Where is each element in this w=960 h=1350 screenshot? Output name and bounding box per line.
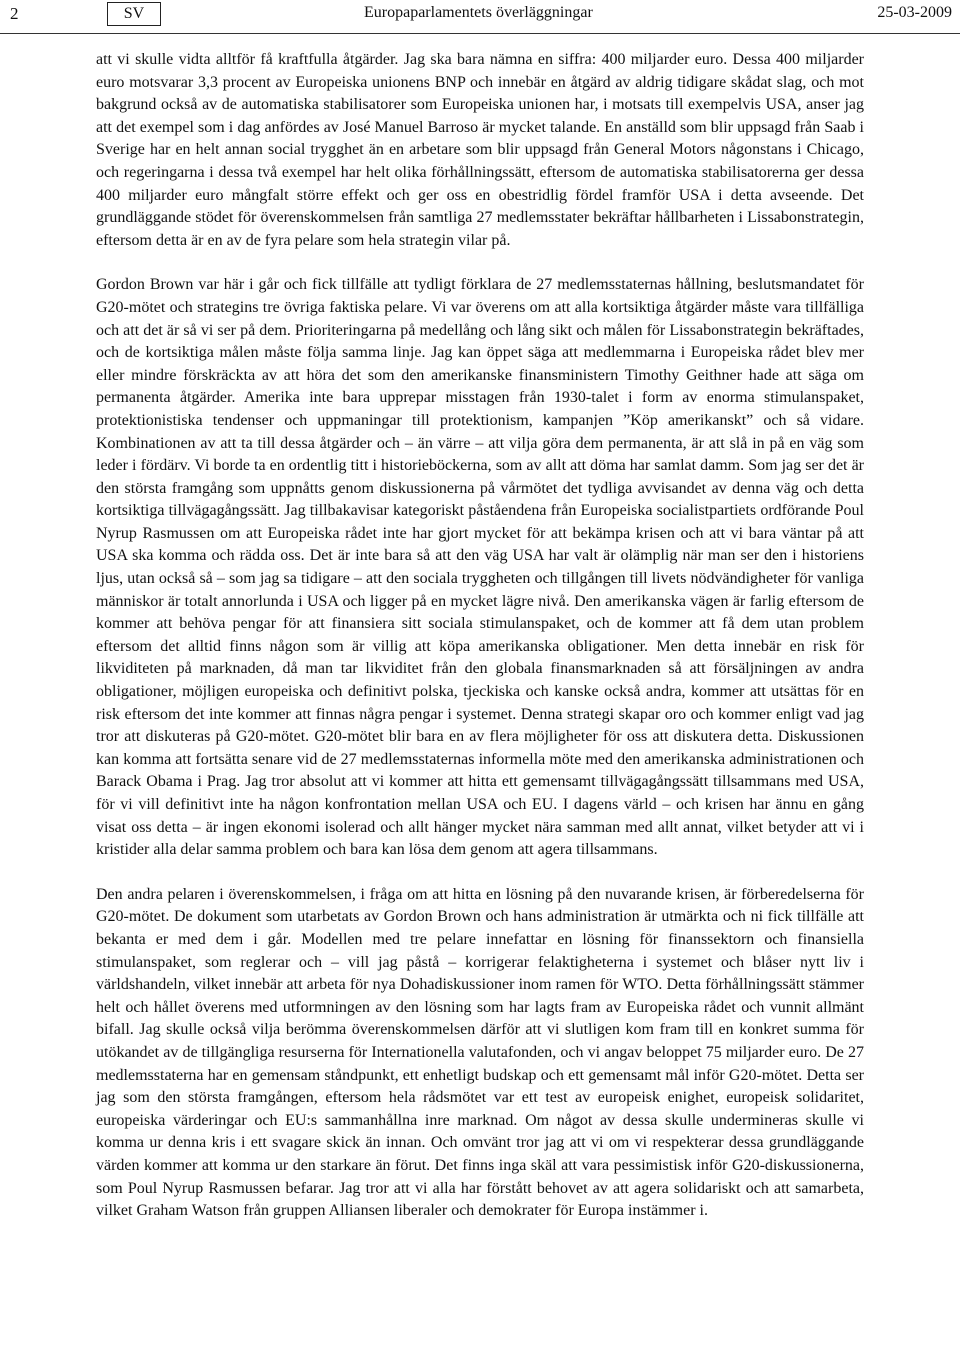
paragraph: Den andra pelaren i överenskommelsen, i fråga om att hitta en lösning på den nuvarande krisen, är förberedelserna för G20-mötet. De dokument som utarbetats av Gordon Brown och hans administration är utmärkta och ni fick tillfälle att bekanta er med dem i går. Modellen med tre pelare innefattar en lösning för finanssektorn och finansiella stimulanspaket, som reglerar och – vill jag påstå – korrigerar felaktigheterna i systemet och blåser nytt liv i världshandeln, vilket innebär att arbeta för nya Dohadiskussioner inom ramen för WTO. Detta förhållningssätt stämmer helt och hållet överens med utformningen av den lösning som har lagts fram av Europeiska rådet och vunnit allmänt bifall. Jag skulle också vilja berömma överenskommelsen därför att vi slutligen kom fram till en konkret summa för utökandet av de tillgängliga resurserna för Internationella valutafonden, och vi angav beloppet 75 miljarder euro. De 27 medlemsstaterna har en gemensam ståndpunkt, ett enhetligt budskap och ett gemensamt mål inför G20-mötet. Detta ser jag som den största framgången, eftersom hela rådsmötet var ett test av europeisk enighet, europeisk solidaritet, europeiska värderingar och EU:s sammanhållna inre marknad. Om något av dessa skulle undermineras skulle vi komma ur denna kris i ett svagare skick än innan. Och omvänt tror jag att vi om vi respekterar dessa grundläggande värden kommer att komma ur den starkare än förut. Det finns inga skäl att vara pessimistisk inför G20-diskussionerna, som Poul Nyrup Rasmussen befarar. Jag tror att vi alla har förstått behovet av att agera solidariskt och att samarbeta, vilket Graham Watson från gruppen Alliansen liberaler och demokrater för Europa instämmer i.: [96, 885, 864, 1220]
document-date: 25-03-2009: [877, 4, 952, 21]
page-number: 2: [10, 4, 19, 23]
paragraph: att vi skulle vidta alltför få kraftfulla åtgärder. Jag ska bara nämna en siffra: 400 miljarder euro. Dessa 400 miljarder euro motsvarar 3,3 procent av Europeiska unionens BNP och innebär en åtgärd av aldrig tidigare skådat slag, och mot bakgrund också av de automatiska stabilisatorer som Europeiska unionen har, i motsats till exempelvis USA, anser jag att det exempel som i dag anfördes av José Manuel Barroso är mycket talande. En anställd som blir uppsagd från Saab i Sverige har en helt annan social trygghet än en arbetare som blir uppsagd från General Motors någonstans i Chicago, och regeringarna i dessa två exempel har helt olika förhållningssätt, eftersom de automatiska stabilisatorerna ger dessa 400 miljarder euro mångfalt större effekt och ger oss en obestridlig fördel framför USA i detta avseende. Det grundläggande stödet för överenskommelsen från samtliga 27 medlemsstater bekräftar hållbarheten i Lissabonstrategin, eftersom detta är en av de fyra pelare som hela strategin vilar på.: [96, 51, 864, 249]
page-header: [0, 0, 960, 34]
document-body: [96, 49, 864, 1223]
paragraph: Gordon Brown var här i går och fick tillfälle att tydligt förklara de 27 medlemsstaternas hållning, beslutsmandatet för G20-mötet och strategins tre övriga faktiska pelare. Vi var överens om att alla kortsiktiga åtgärder måste vara tillfälliga och att det är så vi ser på dem. Prioriteringarna på medellång och lång sikt och målen för Lissabonstrategin bekräftades, och de kortsiktiga målen måste följa samma linje. Jag kan öppet säga att medlemmarna i Europeiska rådet blev mer eller mindre förskräckta av att höra det som den amerikanske finansministern Timothy Geithner hade att säga om permanenta åtgärder. Amerika inte bara upprepar misstagen från 1930-talet i form av enorma stimulanspaket, protektionistiska tendenser och uppmaningar till protektionism, kampanjen ”Köp amerikanskt” och så vidare. Kombinationen av att ta till dessa åtgärder och – än värre – att vilja göra dem permanenta, är att slå in på en väg som leder i fördärv. Vi borde ta en ordentlig titt i historieböckerna, som av allt att döma har samlat damm. Som jag ser det är den största framgång som uppnåtts genom diskussionerna på vårmötet det tydliga avvisandet av denna väg och detta kortsiktiga tillvägagångssätt. Jag tillbakavisar kategoriskt påståendena från Europeiska socialistpartiets ordförande Poul Nyrup Rasmussen om att Europeiska rådet inte har gjort mycket för att bekämpa krisen och att vi bara väntar på att USA ska komma och rädda oss. Det är inte bara så att den väg USA har valt är olämplig när man ser den i historiens ljus, utan också så – som jag sa tidigare – att den sociala tryggheten och tillgången till livets nödvändigheter för vanliga människor är totalt annorlunda i USA och ligger på en mycket lägre nivå. Den amerikanska vägen är farlig eftersom de kommer att behöva pengar för att finansiera sitt sociala stimulanspaket, och de kommer att få dem utan problem eftersom det alltid finns någon som är villig att köpa amerikanska obligationer. Men detta innebär en risk för likviditeten på marknaden, då man tar likviditet från den globala finansmarknaden så att försäljningen av andra obligationer, möjligen europeiska och definitivt polska, tjeckiska och kanske också andra, kommer att utsättas för en risk eftersom det inte kommer att finnas några pengar i systemet. Denna strategi skapar oro och kommer enligt vad jag tror att diskuteras på G20-mötet. G20-mötet blir bara en av flera möjligheter för oss att diskutera detta. Diskussionen kan komma att fortsätta senare vid de 27 medlemsstaternas informella möte med den amerikanska administrationen och Barack Obama i Prag. Jag tror absolut att vi kommer att hitta ett gemensamt tillvägagångssätt tillsammans med USA, för vi vill definitivt inte ha någon konfrontation mellan USA och EU. I dagens värld – och krisen har ännu en gång visat oss detta – är ingen ekonomi isolerad och allt hänger mycket nära samman med allt annat, vilket betyder att vi i kristider alla delar samma problem och bara kan lösa dem genom att agera tillsammans.: [96, 276, 864, 859]
language-badge: SV: [107, 2, 161, 26]
document-title: Europaparlamentets överläggningar: [364, 4, 593, 21]
